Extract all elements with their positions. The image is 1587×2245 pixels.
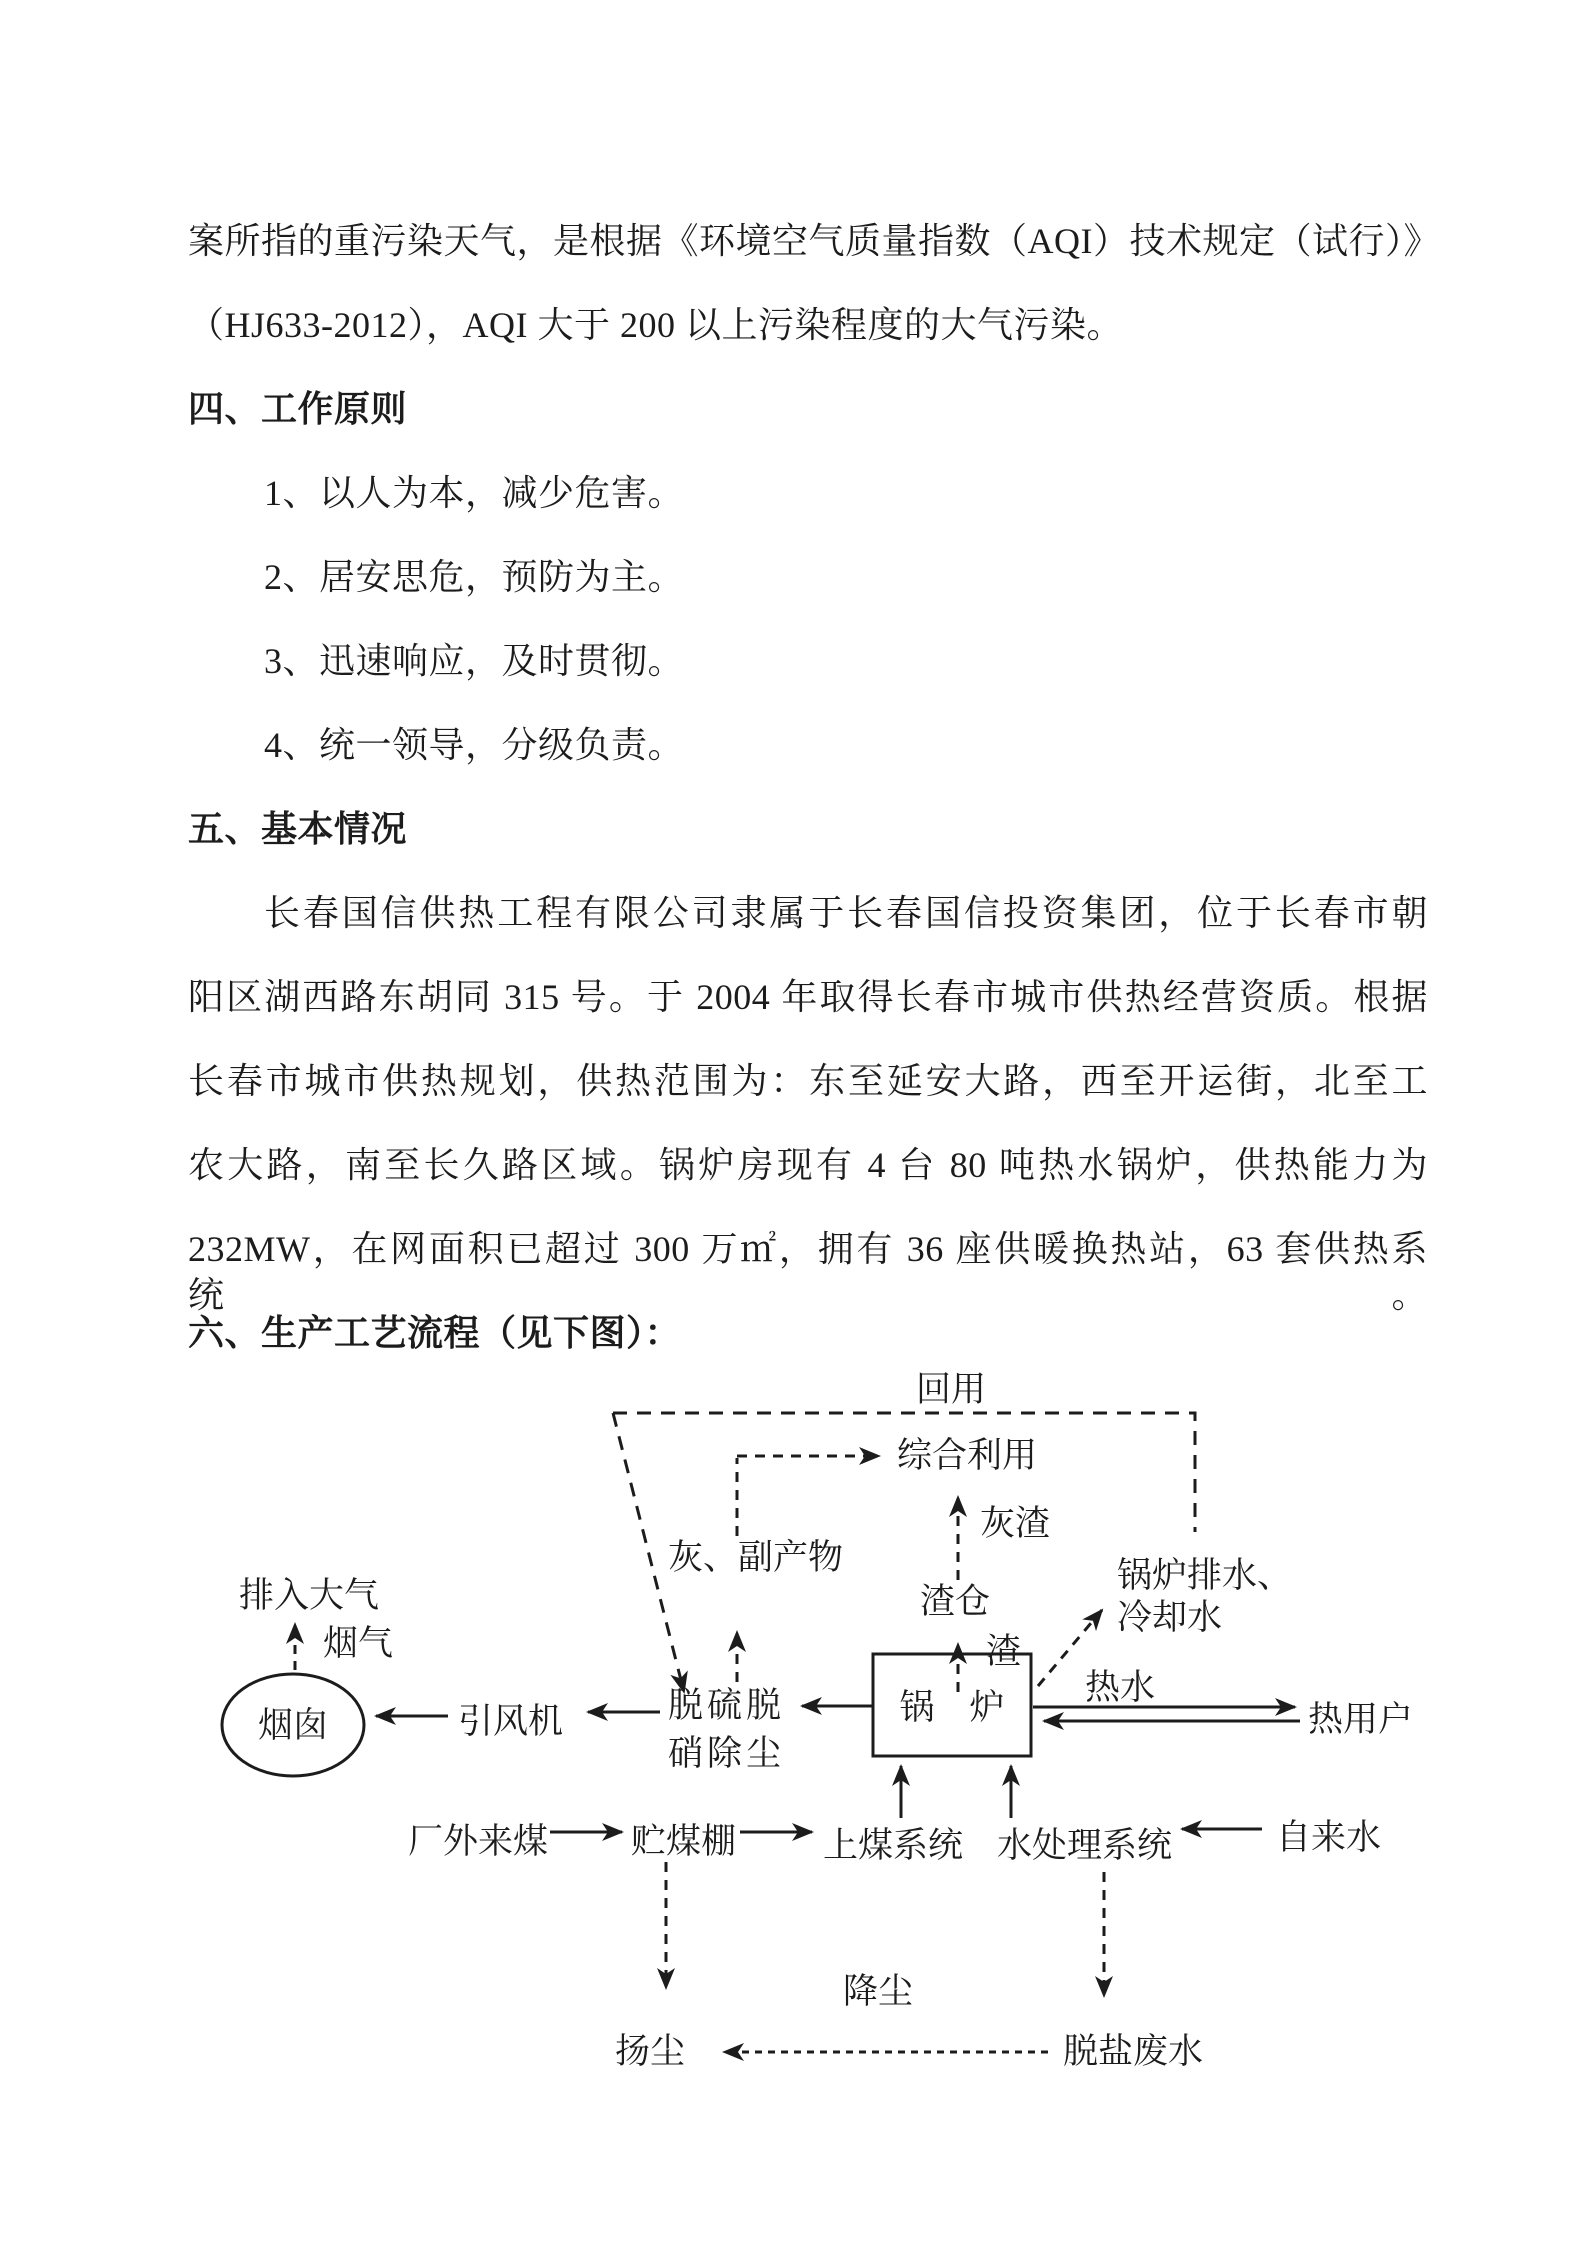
paragraph-line: 232MW，在网面积已超过 300 万㎡，拥有 36 座供暖换热站，63 套供热系统。 <box>188 1229 1428 1315</box>
label-boiler: 锅 炉 <box>899 1688 1005 1727</box>
label-ash-byproducts: 灰、副产物 <box>668 1538 844 1577</box>
label-tap-water: 自来水 <box>1276 1818 1382 1857</box>
label-to-atmosphere: 排入大气 <box>239 1576 380 1615</box>
label-desalted-wastewater: 脱盐废水 <box>1063 2032 1204 2071</box>
label-desulfurization-line2: 硝除尘 <box>668 1734 786 1773</box>
label-induced-draft-fan: 引风机 <box>458 1702 564 1741</box>
label-coal-storage-shed: 贮煤棚 <box>631 1822 737 1861</box>
list-item: 3、迅速响应，及时贯彻。 <box>264 641 685 681</box>
label-slag-bin: 渣仓 <box>920 1582 991 1621</box>
label-water-treatment-system: 水处理系统 <box>997 1826 1173 1865</box>
paragraph-line: 长春国信供热工程有限公司隶属于长春国信投资集团，位于长春市朝 <box>264 893 1428 933</box>
label-comprehensive-use: 综合利用 <box>897 1436 1038 1475</box>
label-chimney: 烟囱 <box>258 1706 329 1745</box>
label-slag: 渣 <box>986 1632 1022 1671</box>
list-item: 4、统一领导，分级负责。 <box>264 725 685 765</box>
paragraph-line: （HJ633-2012），AQI 大于 200 以上污染程度的大气污染。 <box>188 305 1123 345</box>
label-reuse: 回用 <box>916 1370 987 1409</box>
label-coal-from-outside: 厂外来煤 <box>408 1822 549 1861</box>
label-coal-feeding-system: 上煤系统 <box>823 1826 964 1865</box>
label-hot-water: 热水 <box>1085 1668 1156 1707</box>
list-item: 2、居安思危，预防为主。 <box>264 557 685 597</box>
label-flue-gas: 烟气 <box>323 1624 394 1663</box>
paragraph-line: 长春市城市供热规划，供热范围为：东至延安大路，西至开运街，北至工 <box>188 1061 1428 1101</box>
list-item: 1、以人为本，减少危害。 <box>264 473 685 513</box>
label-desulfurization-line1: 脱硫脱 <box>668 1686 786 1725</box>
paragraph-line: 农大路，南至长久路区域。锅炉房现有 4 台 80 吨热水锅炉，供热能力为 <box>188 1145 1428 1185</box>
section-heading-5: 五、基本情况 <box>188 809 408 849</box>
section-heading-6: 六、生产工艺流程（见下图）： <box>188 1313 682 1353</box>
section-heading-4: 四、工作原则 <box>188 389 408 429</box>
label-dust-suppression: 降尘 <box>843 1972 914 2011</box>
label-heat-users: 热用户 <box>1308 1700 1414 1739</box>
paragraph-line: 阳区湖西路东胡同 315 号。于 2004 年取得长春市城市供热经营资质。根据 <box>188 977 1428 1017</box>
label-fugitive-dust: 扬尘 <box>615 2032 686 2071</box>
label-cooling-water: 冷却水 <box>1117 1598 1223 1637</box>
paragraph-line: 案所指的重污染天气，是根据《环境空气质量指数（AQI）技术规定（试行）》 <box>188 221 1440 261</box>
label-ash-slag: 灰渣 <box>980 1504 1051 1543</box>
label-boiler-drain: 锅炉排水、 <box>1117 1556 1293 1595</box>
